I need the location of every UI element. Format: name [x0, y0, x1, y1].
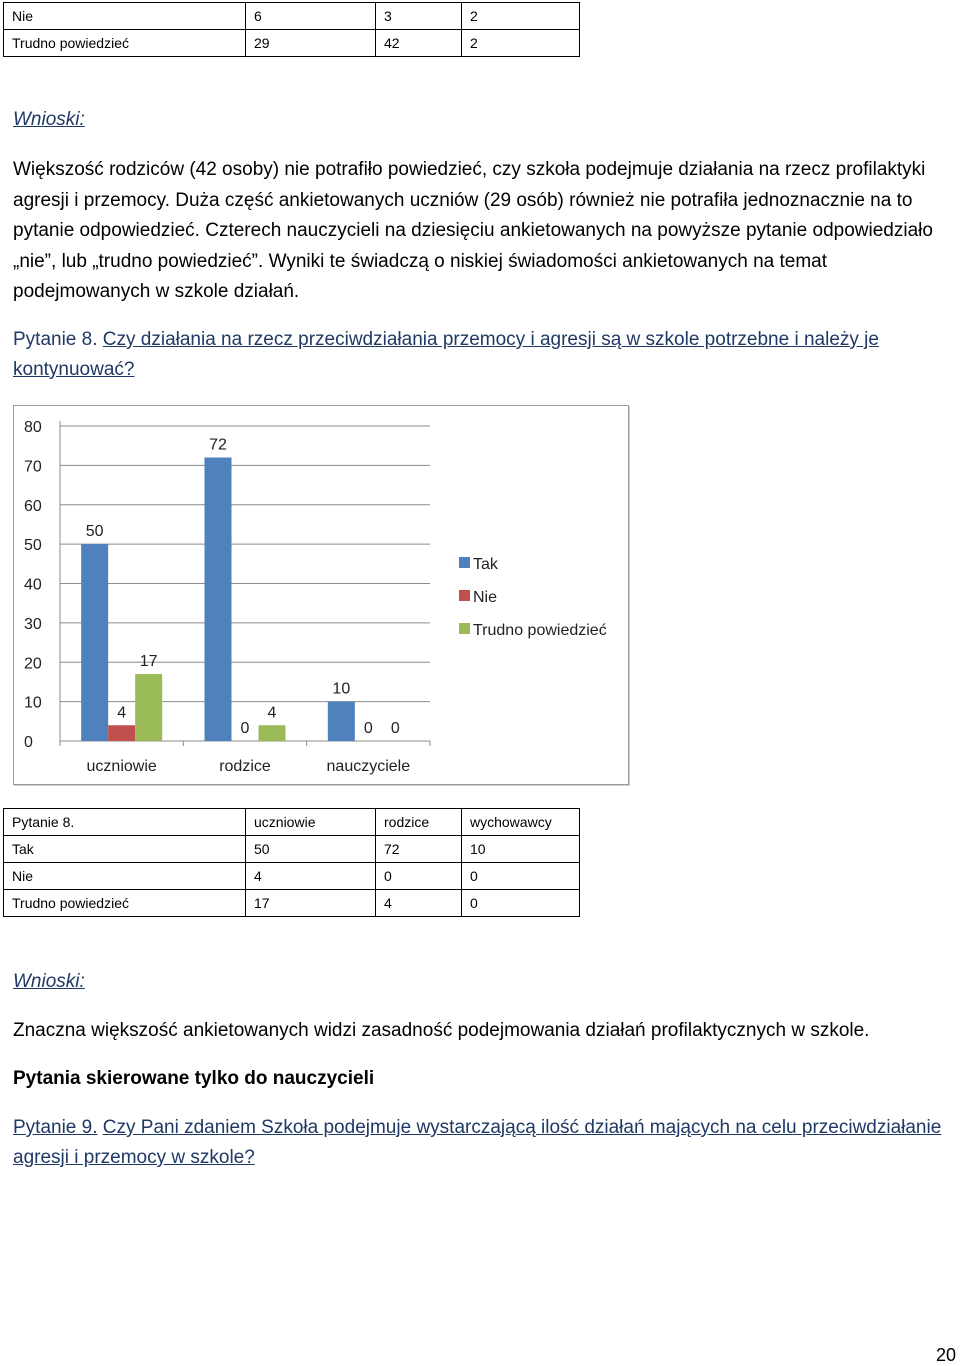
data-label: 0 [390, 720, 400, 737]
bar [205, 458, 232, 742]
y-tick-label: 20 [24, 655, 42, 673]
y-tick-label: 80 [24, 419, 42, 436]
table-cell: 4 [246, 863, 376, 890]
section-title: Pytania skierowane tylko do nauczycieli [13, 1068, 375, 1089]
y-tick-label: 60 [24, 497, 42, 515]
data-label: 50 [85, 523, 104, 541]
table-cell: 0 [376, 863, 462, 890]
table-cell: 0 [462, 863, 580, 890]
question-9 [13, 1113, 943, 1173]
table-row [4, 863, 580, 890]
legend-label: Tak [473, 556, 498, 573]
data-label: 0 [240, 720, 250, 737]
y-tick-label: 30 [24, 615, 42, 633]
bar-chart-svg [14, 406, 628, 784]
question-text: Czy Pani zdaniem Szkoła podejmuje wystarczającą ilość działań mających na celu przeciwdziałanie agresji i przemocy w szkole? [13, 1117, 942, 1168]
table-cell: Nie [4, 3, 246, 30]
table-row [4, 890, 580, 917]
data-label: 10 [332, 680, 351, 698]
table-header-cell: wychowawcy [462, 809, 580, 836]
y-tick-label: 50 [24, 537, 42, 555]
table-cell: Tak [4, 836, 246, 863]
page-number: 20 [935, 1345, 956, 1365]
legend-swatch [459, 557, 470, 568]
legend-swatch [459, 623, 470, 634]
table-row [4, 3, 580, 30]
data-label: 4 [267, 704, 277, 722]
bar [108, 725, 135, 741]
conclusions-heading-2: Wnioski: [13, 971, 85, 992]
table-cell: 6 [246, 3, 376, 30]
table-row [4, 30, 580, 57]
x-category-label: rodzice [219, 758, 271, 775]
y-tick-label: 40 [24, 576, 42, 594]
table-cell: 4 [376, 890, 462, 917]
table-cell: 72 [376, 836, 462, 863]
data-label: 0 [363, 720, 373, 737]
table-cell: Trudno powiedzieć [4, 30, 246, 57]
table-cell: 29 [246, 30, 376, 57]
table-cell: Nie [4, 863, 246, 890]
data-label: 17 [139, 653, 158, 671]
y-tick-label: 70 [24, 458, 42, 476]
bar [135, 674, 162, 741]
conclusions-text: Większość rodziców (42 osoby) nie potrafiło powiedzieć, czy szkoła podejmuje działania na rzecz profilaktyki agresji i przemocy. Duża część ankietowanych uczniów (29 osób) również nie potrafiła jednoznacznie na to pytanie odpowiedzieć. Czterech nauczycieli na dziesięciu ankietowanych na powyższe pytanie odpowiedziało „nie”, lub „trudno powiedzieć”. Wyniki te świadczą o niskiej świadomości ankietowanych na temat podejmowanych w szkole działań. [13, 159, 933, 302]
table-row [4, 836, 580, 863]
bar [259, 725, 286, 741]
question-8-table [3, 808, 580, 917]
y-tick-label: 10 [24, 694, 42, 712]
y-tick-label: 0 [24, 734, 33, 751]
bar-chart [13, 405, 629, 785]
table-cell: 2 [462, 3, 580, 30]
table-cell: 17 [246, 890, 376, 917]
table-header-cell: Pytanie 8. [4, 809, 246, 836]
table-header-cell: uczniowie [246, 809, 376, 836]
previous-question-table [3, 2, 580, 57]
bar [328, 702, 355, 741]
table-cell: 50 [246, 836, 376, 863]
data-label: 4 [117, 704, 127, 722]
question-8 [13, 325, 943, 385]
table-cell: 2 [462, 30, 580, 57]
x-category-label: nauczyciele [326, 758, 411, 775]
legend-label: Nie [473, 589, 498, 606]
conclusions-heading: Wnioski: [13, 109, 85, 130]
table-cell: 0 [462, 890, 580, 917]
question-text: Czy działania na rzecz przeciwdziałania przemocy i agresji są w szkole potrzebne i należy je kontynuować? [13, 329, 879, 380]
legend-swatch [459, 590, 470, 601]
bar [81, 544, 108, 741]
table-header-cell: rodzice [376, 809, 462, 836]
table-cell: 42 [376, 30, 462, 57]
table-cell: Trudno powiedzieć [4, 890, 246, 917]
table-cell: 10 [462, 836, 580, 863]
conclusions-text-2: Znaczna większość ankietowanych widzi zasadność podejmowania działań profilaktycznych w szkole. [13, 1020, 870, 1041]
question-prefix: Pytanie 8. [13, 329, 98, 350]
question-prefix: Pytanie 9. [13, 1117, 98, 1138]
data-label: 72 [209, 436, 227, 454]
table-cell: 3 [376, 3, 462, 30]
legend-label: Trudno powiedzieć [473, 622, 607, 639]
x-category-label: uczniowie [86, 758, 157, 775]
table-header-row [4, 809, 580, 836]
